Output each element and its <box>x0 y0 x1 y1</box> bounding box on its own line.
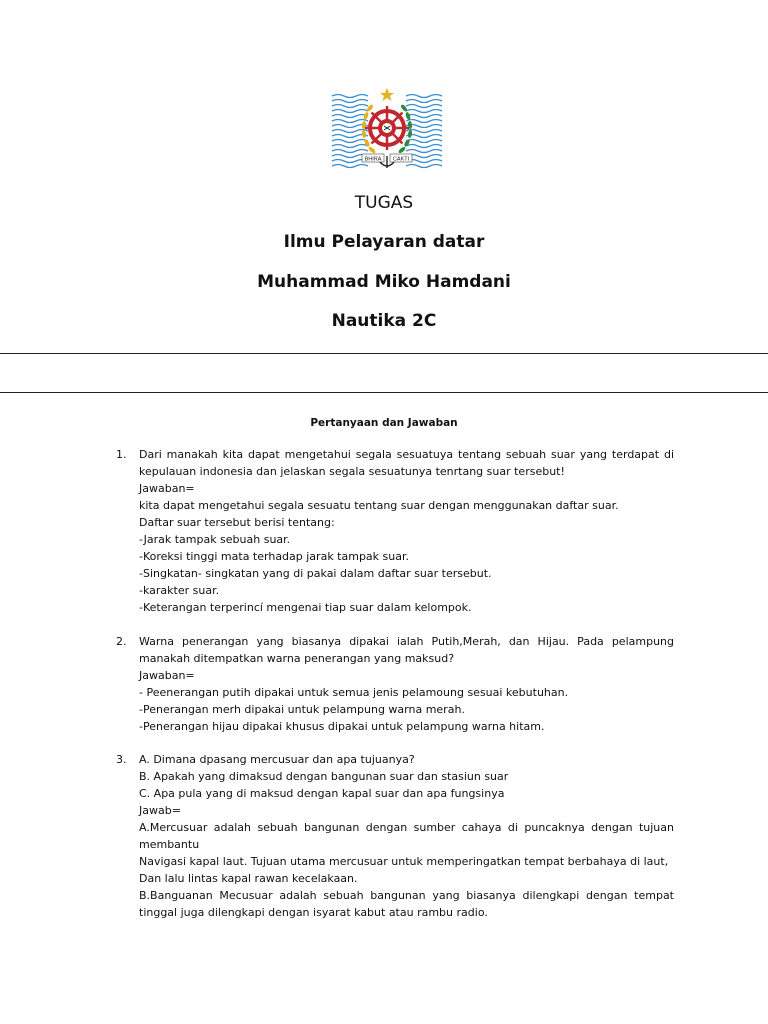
answer-label: Jawaban= <box>139 669 195 682</box>
answer-line: -Jarak tampak sebuah suar. <box>139 533 291 546</box>
question-text: C. Apa pula yang di maksud dengan kapal suar dan apa fungsinya <box>139 787 505 800</box>
class-name: Nautika 2C <box>331 311 437 331</box>
answer-line: -Penerangan hijau dipakai khusus dipakai untuk pelampung warna hitam. <box>139 720 545 733</box>
question-text: Dari manakah kita dapat mengetahui segala sesuatuya tentang sebuah suar yang terdapat di kepulauan indonesia dan jelaskan segala sesuatunya tenrtang suar tersebut! <box>139 448 674 478</box>
question-text: B. Apakah yang dimaksud dengan bangunan suar dan stasiun suar <box>139 770 509 783</box>
section-title: Pertanyaan dan Jawaban <box>310 417 458 429</box>
question-text: Warna penerangan yang biasanya dipakai ialah Putih,Merah, dan Hijau. Pada pelampung manakah ditempatkan warna penerangan yang maksud? <box>139 635 674 665</box>
answer-line: -Koreksi tinggi mata terhadap jarak tampak suar. <box>139 550 409 563</box>
answer-line: Daftar suar tersebut berisi tentang: <box>139 516 335 529</box>
answer-line: -Penerangan merh dipakai untuk pelampung warna merah. <box>139 703 465 716</box>
answer-label: Jawaban= <box>139 482 195 495</box>
answer-line: -Singkatan- singkatan yang di pakai dalam daftar suar tersebut. <box>139 567 492 580</box>
answer-line: -Keterangan terperincí mengenai tiap suar dalam kelompok. <box>139 601 472 614</box>
question-item <box>116 446 674 616</box>
question-item <box>116 751 674 921</box>
answer-line: Navigasi kapal laut. Tujuan utama mercusuar untuk memperingatkan tempat berbahaya di laut, <box>139 855 669 868</box>
ship-wheel-emblem-icon <box>330 86 444 178</box>
answer-label: Jawab= <box>139 804 181 817</box>
svg-text:CAKTI: CAKTI <box>392 156 410 163</box>
student-name: Muhammad Miko Hamdani <box>257 272 511 292</box>
answer-paragraph: A.Mercusuar adalah sebuah bangunan dengan sumber cahaya di puncaknya dengan tujuan membantu <box>139 821 674 851</box>
question-text: A. Dimana dpasang mercusuar dan apa tujuanya? <box>139 753 415 766</box>
answer-paragraph: B.Banguanan Mecusuar adalah sebuah bangunan yang biasanya dilengkapi dengan tempat tinggal juga dilengkapi dengan isyarat kabut atau rambu radio. <box>139 889 674 919</box>
question-item <box>116 633 674 735</box>
question-number: 2. <box>116 635 127 648</box>
answer-line: -karakter suar. <box>139 584 220 597</box>
subject-title: Ilmu Pelayaran datar <box>283 232 485 252</box>
document-label: TUGAS <box>354 193 414 213</box>
answer-line: - Peenerangan putih dipakai untuk semua jenis pelamoung sesuai kebutuhan. <box>139 686 569 699</box>
question-number: 3. <box>116 753 127 766</box>
divider <box>0 392 768 393</box>
answer-line: kita dapat mengetahui segala sesuatu tentang suar dengan menggunakan daftar suar. <box>139 499 619 512</box>
divider <box>0 353 768 354</box>
question-number: 1. <box>116 448 127 461</box>
answer-line: Dan lalu lintas kapal rawan kecelakaan. <box>139 872 358 885</box>
svg-text:BHIRA: BHIRA <box>364 156 382 163</box>
